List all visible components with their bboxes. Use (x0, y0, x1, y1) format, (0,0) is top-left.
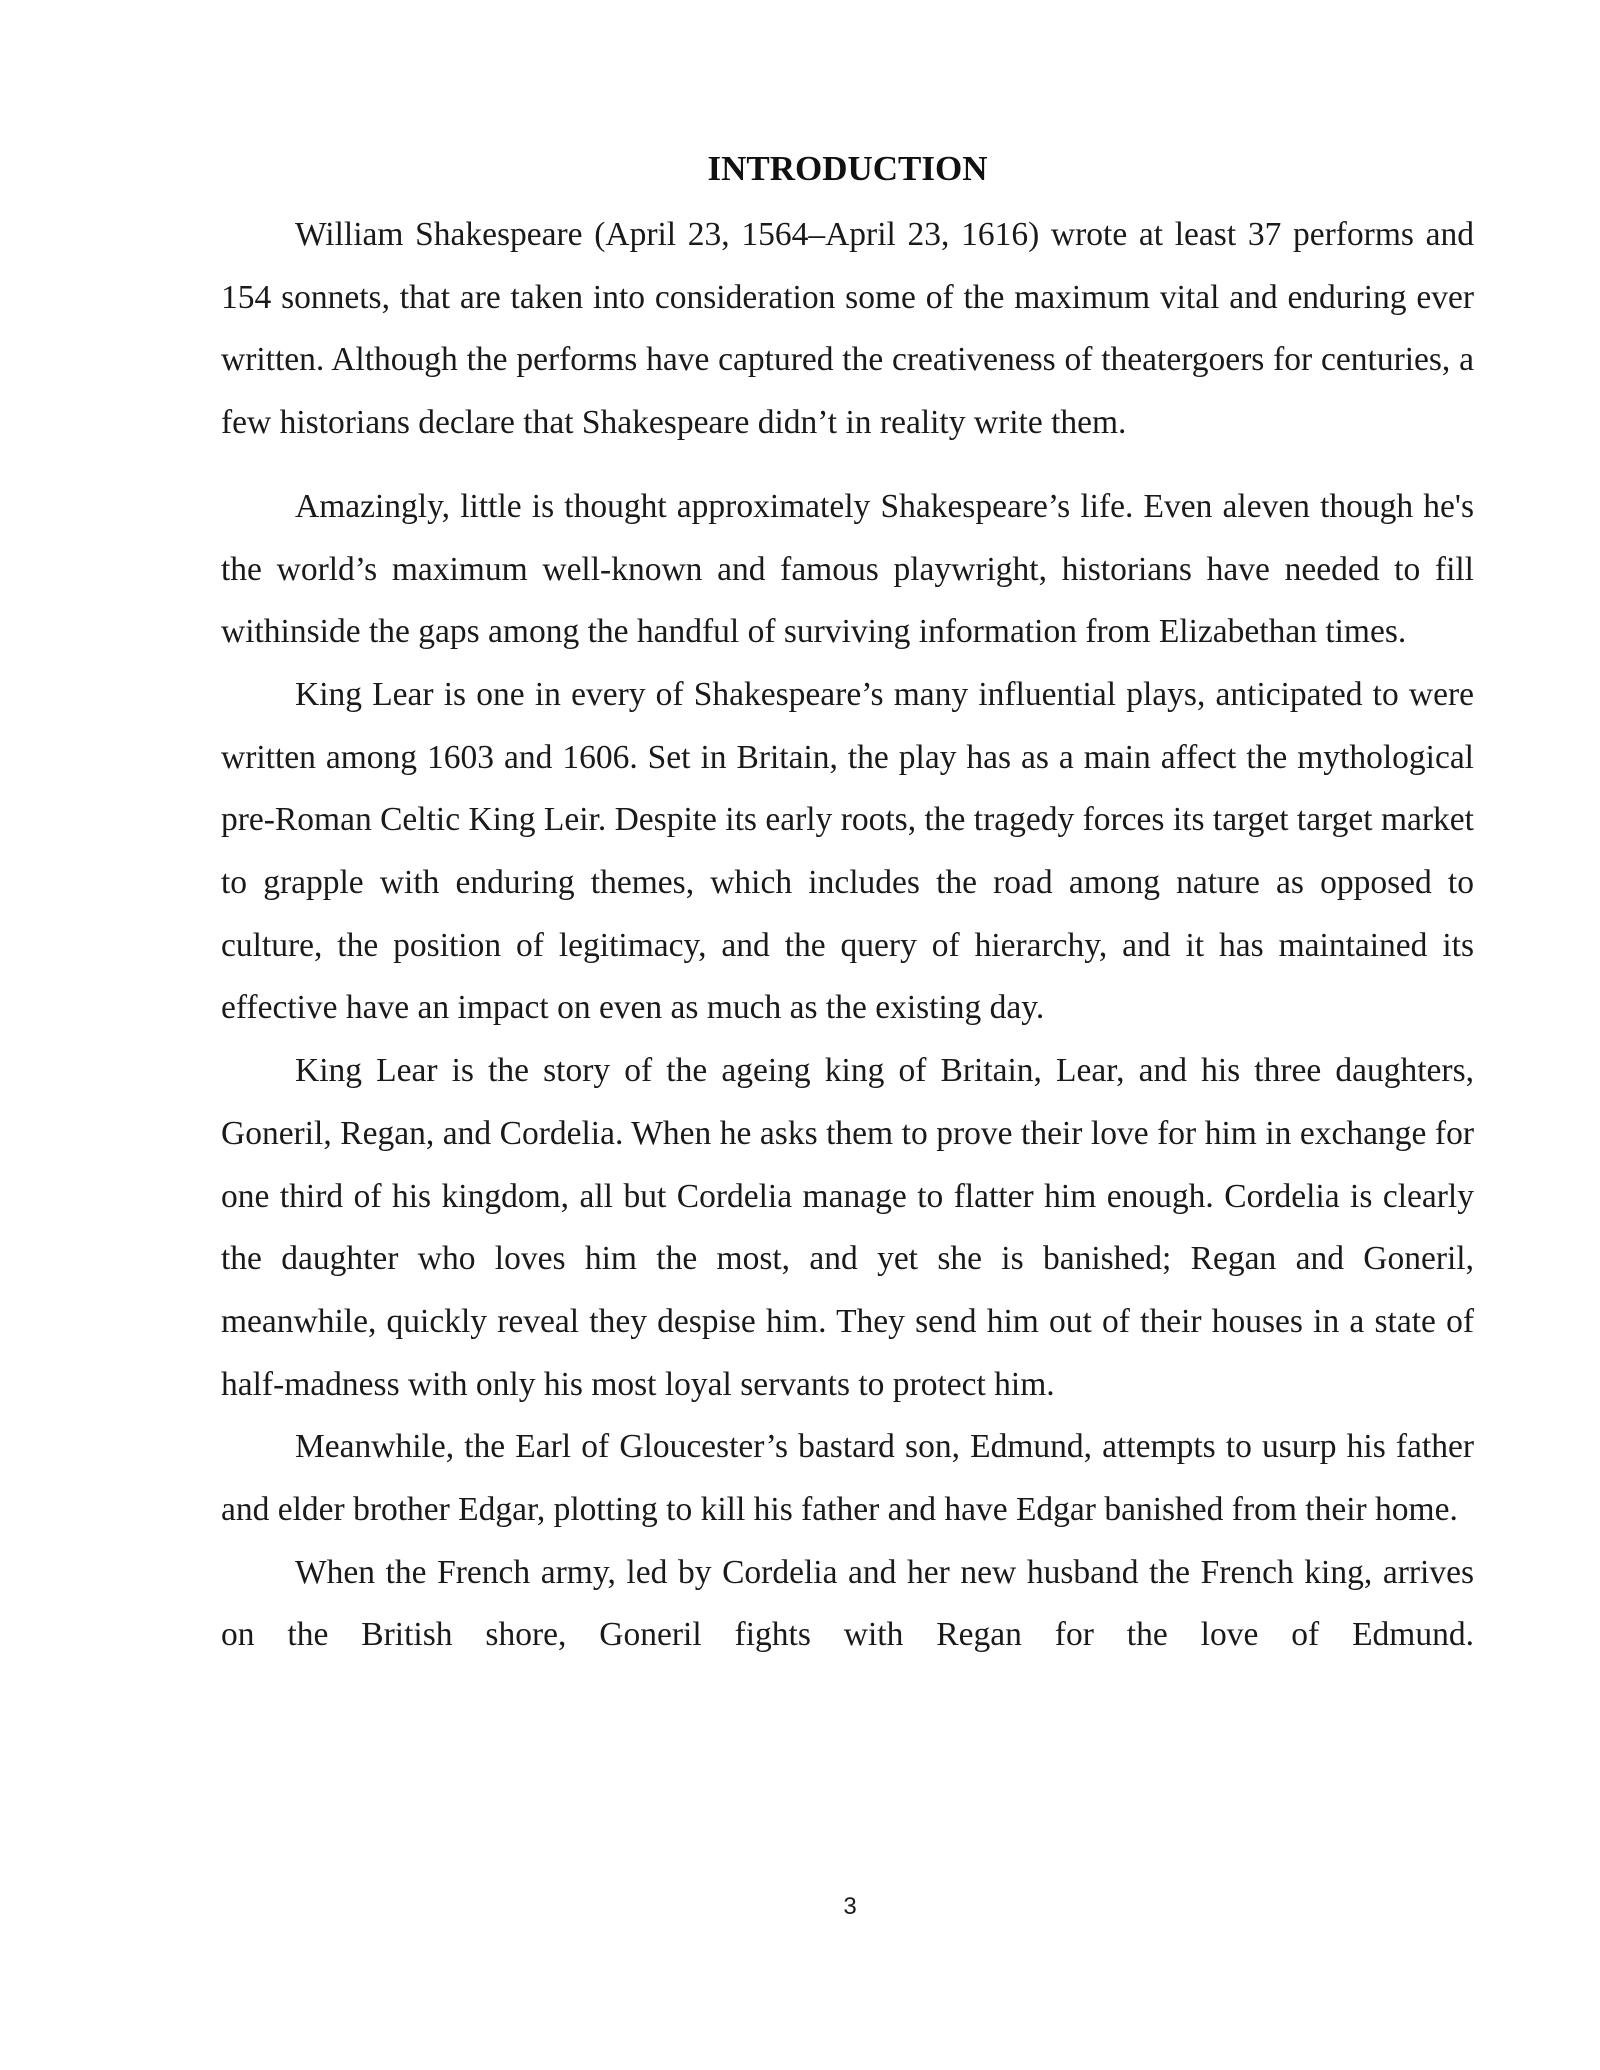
paragraph-king-lear-story: King Lear is the story of the ageing king of Britain, Lear, and his three daughters, Goneril, Regan, and Cordelia. When he asks them to prove their love for him in exchange for one third of his kingdom, all but Cordelia manage to flatter him enough. Cordelia is clearly the daughter who loves him the most, and yet she is banished; Regan and Goneril, meanwhile, quickly reveal they despise him. They send him out of their houses in a state of half-madness with only his most loyal servants to protect him. (221, 1052, 1474, 1403)
paragraph-french-army: When the French army, led by Cordelia and her new husband the French king, arrives on the British shore, Goneril fights with Regan for the love of Edmund. (221, 1553, 1474, 1654)
body-text (221, 204, 1474, 1667)
paragraph-shakespeare-life: Amazingly, little is thought approximately Shakespeare’s life. Even aleven though he's the world’s maximum well-known and famous playwright, historians have needed to fill withinside the gaps among the handful of surviving information from Elizabethan times. (221, 487, 1474, 651)
paragraph-edmund-plot: Meanwhile, the Earl of Gloucester’s bastard son, Edmund, attempts to usurp his father and elder brother Edgar, plotting to kill his father and have Edgar banished from their home. (221, 1428, 1474, 1529)
section-heading: INTRODUCTION (707, 149, 988, 188)
page-number: 3 (843, 1893, 857, 1920)
paragraph-king-lear-overview: King Lear is one in every of Shakespeare’s many influential plays, anticipated to were written among 1603 and 1606. Set in Britain, the play has as a main affect the mythological pre-Roman Celtic King Leir. Despite its early roots, the tragedy forces its target target market to grapple with enduring themes, which includes the road among nature as opposed to culture, the position of legitimacy, and the query of hierarchy, and it has maintained its effective have an impact on even as much as the existing day. (221, 675, 1474, 1027)
paragraph-shakespeare-intro: William Shakespeare (April 23, 1564–April 23, 1616) wrote at least 37 performs and 154 sonnets, that are taken into consideration some of the maximum vital and enduring ever written. Although the performs have captured the creativeness of theatergoers for centuries, a few historians declare that Shakespeare didn’t in reality write them. (221, 216, 1474, 442)
